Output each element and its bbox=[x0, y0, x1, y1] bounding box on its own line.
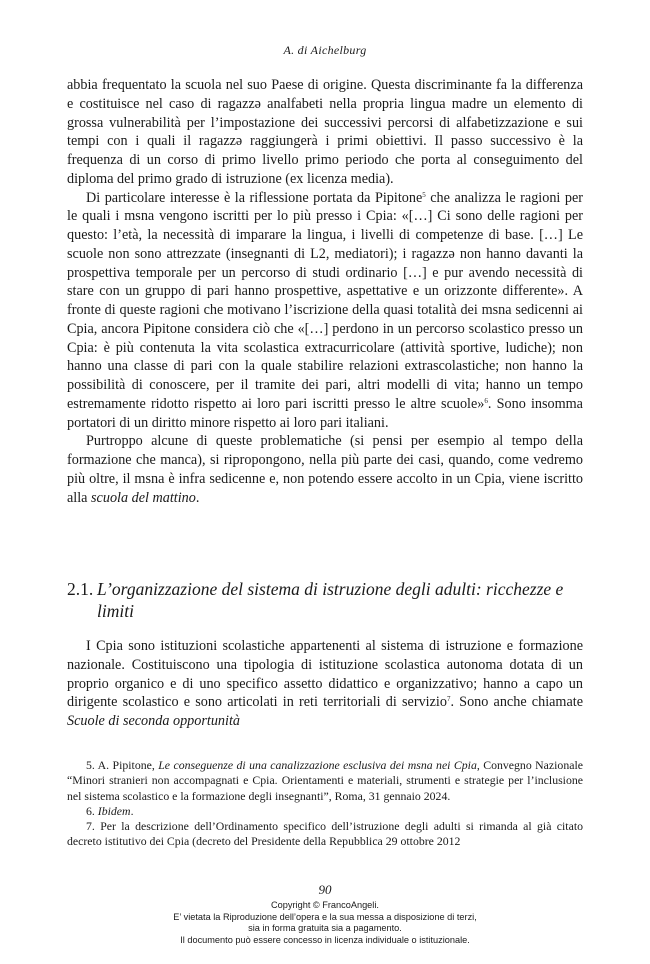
emphasis-text: Scuole di seconda opportunità bbox=[67, 713, 240, 729]
footnote-title: Ibidem bbox=[97, 803, 131, 818]
footnote-text: 5. A. Pipitone, bbox=[86, 758, 159, 772]
emphasis-text: scuola del mattino bbox=[91, 489, 196, 506]
footnote-5 bbox=[67, 758, 583, 804]
paragraph-text: Di particolare interesse è la riflessione portata da Pipitone bbox=[86, 189, 423, 206]
paragraph-text: . Sono anche chiamate bbox=[450, 694, 584, 711]
footnote-title: Le conseguenze di una canalizzazione esclusiva dei msna nei Cpia bbox=[158, 758, 477, 772]
footnote-6 bbox=[67, 804, 583, 819]
footnote-text: , Convegno Nazionale “Minori stranieri non accompagnati e Cpia. Orientamenti e materiali, strumenti e strategie per l’inclusione nel sistema scolastico e la formazione degli insegnanti”, Roma, 31 gennaio 2024. bbox=[67, 758, 583, 803]
paragraph-text: che analizza le ragioni per le quali i msna vengono iscritti per lo più presso i Cpia: «[…] Ci sono delle ragioni per questo: l’età, la necessità di imparare la lingua, i livelli di competenze di base. […] Le scuole non sono attrezzate (insegnanti di L2, mediatori); i ragazzə non hanno davanti la prospettiva temporale per un percorso di studi ordinario […] e pur avendo necessità di stare con un gruppo di pari hanno prospettive, aspettative e un orizzonte differente». A fronte di queste ragioni che motivano l’iscrizione della quasi totalità dei msna sedicenni ai Cpia, ancora Pipitone considera ciò che «[…] perdono in un percorso scolastico presso un Cpia: è più contenuta la vita scolastica extracurricolare (attività sportive, ludiche); non hanno una classe di pari con la quale stabilire relazioni extrascolastiche; non hanno la possibilità di conoscere, per il tramite dei pari, altri modelli di vita; hanno un tempo estremamente ridotto rispetto ai loro pari iscritti presso le altre scuole» bbox=[67, 189, 583, 412]
section-title: L’organizzazione del sistema di istruzione degli adulti: ricchezze e limiti bbox=[97, 579, 564, 621]
paragraph bbox=[67, 432, 583, 507]
paragraph-text: I Cpia sono istituzioni scolastiche appartenenti al sistema di istruzione e formazione nazionale. Costituiscono una tipologia di istituzione scolastica autonoma dotata di un proprio organico e di uno specifico assetto didattico e organizzativo; hanno a capo un dirigente scolastico e sono articolati in reti territoriali di servizio bbox=[67, 638, 583, 711]
section-number: 2.1. bbox=[67, 579, 94, 599]
copyright-line: E’ vietata la Riproduzione dell’opera e la sua messa a disposizione di terzi, bbox=[173, 911, 477, 922]
copyright-line: Il documento può essere concesso in licenza individuale o istituzionale. bbox=[180, 934, 470, 945]
paragraph-text: Purtroppo alcune di queste problematiche (si pensi per esempio al tempo della formazione che manca), si ripropongono, nella più parte dei casi, quando, come vedremo più oltre, il msna è infra sedicenne e, non potendo essere accolto in un Cpia, viene iscritto alla bbox=[67, 433, 583, 506]
footnote-7 bbox=[67, 819, 583, 850]
body-text-bottom bbox=[67, 637, 583, 731]
paragraph-text: . bbox=[195, 489, 200, 506]
footnote-text: 7. Per la descrizione dell’Ordinamento specifico dell’istruzione degli adulti si rimanda al già citato decreto istitutivo dei Cpia (decreto del Presidente della Repubblica 29 ottobre 2012 bbox=[67, 819, 583, 849]
footnote-text: . bbox=[130, 803, 134, 818]
paragraph bbox=[67, 76, 583, 189]
footnotes bbox=[67, 758, 583, 850]
copyright-line: Copyright © FrancoAngeli. bbox=[271, 900, 379, 910]
footnote-ref[interactable]: 7 bbox=[446, 695, 451, 704]
paragraph bbox=[67, 637, 583, 731]
footnote-ref[interactable]: 6 bbox=[484, 396, 488, 405]
copyright-line: sia in forma gratuita sia a pagamento. bbox=[248, 923, 402, 934]
paragraph-text: abbia frequentato la scuola nel suo Paese di origine. Questa discriminante fa la differenza e costituisce nel caso di ragazzə analfabeti nella propria lingua madre un elemento di grossa vulnerabilità per l’impostazione dei successivi percorsi di alfabetizzazione e sui tempi con i quali il ragazzə raggiungerà i primi obiettivi. Il passo successivo è la frequenza di un corso di primo livello primo periodo che porta al conseguimento del diploma del primo grado di istruzione (ex licenza media). bbox=[67, 77, 583, 187]
body-text-top bbox=[67, 76, 583, 507]
paragraph-text: . Sono insomma portatori di un diritto minore rispetto ai loro pari italiani. bbox=[67, 395, 583, 431]
footnote-text: 6. bbox=[86, 803, 98, 818]
footnote-ref[interactable]: 5 bbox=[422, 190, 426, 199]
page-number: 90 bbox=[318, 882, 332, 897]
section-heading bbox=[67, 578, 583, 622]
running-header: A. di Aichelburg bbox=[283, 43, 367, 57]
copyright-notice bbox=[0, 900, 650, 946]
paragraph bbox=[67, 189, 583, 433]
